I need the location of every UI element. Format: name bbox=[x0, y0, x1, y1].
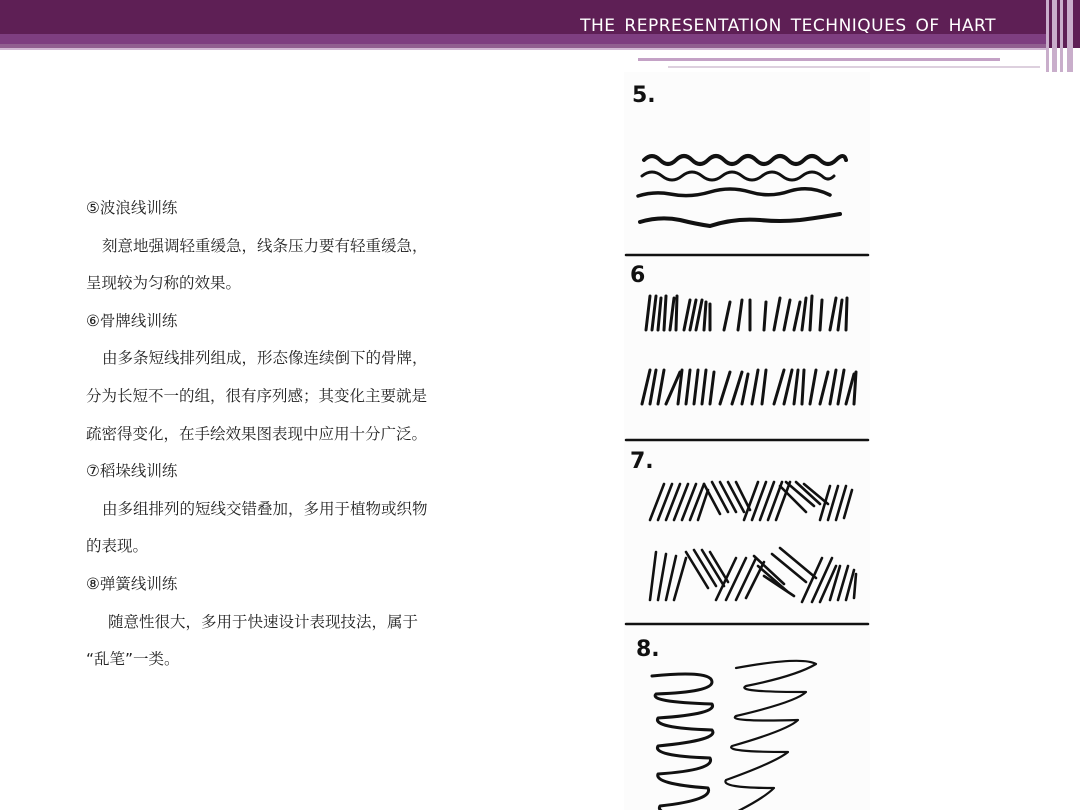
domino-row-1 bbox=[646, 296, 847, 330]
slide-title: THE REPRESENTATION TECHNIQUES OF HART bbox=[580, 16, 996, 36]
wave-line bbox=[644, 156, 846, 164]
paragraph-line: 的表现。 bbox=[86, 537, 149, 556]
wave-line bbox=[642, 172, 834, 180]
sketch-label-8: 8. bbox=[636, 637, 660, 662]
body-text bbox=[86, 190, 526, 679]
paragraph-line: 疏密得变化，在手绘效果图表现中应用十分广泛。 bbox=[86, 424, 428, 443]
hatch-row-1 bbox=[650, 482, 852, 520]
paragraph-line: “乱笔”一类。 bbox=[86, 650, 180, 669]
paragraph-line: 呈现较为匀称的效果。 bbox=[86, 274, 242, 293]
paragraph-line: 分为长短不一的组，很有序列感；其变化主要就是 bbox=[86, 386, 428, 405]
hatch-row-2 bbox=[650, 548, 856, 602]
paragraph-line: 刻意地强调轻重缓急，线条压力要有轻重缓急， bbox=[102, 236, 428, 255]
header-rule bbox=[638, 58, 1000, 61]
paragraph-line: 由多条短线排列组成，形态像连续倒下的骨牌， bbox=[102, 349, 428, 368]
spring-line bbox=[652, 674, 713, 810]
heading-domino-line: ⑥骨牌线训练 bbox=[86, 311, 178, 330]
domino-row-2 bbox=[642, 370, 856, 404]
header-rule-light bbox=[668, 66, 1040, 68]
wave-line bbox=[640, 214, 840, 226]
heading-stack-line: ⑦稻垛线训练 bbox=[86, 462, 178, 481]
header-stripe-light bbox=[0, 44, 1048, 50]
sketch-drawing bbox=[624, 72, 870, 810]
sketch-image bbox=[624, 72, 870, 810]
paragraph-line: 随意性很大，多用于快速设计表现技法，属于 bbox=[108, 612, 419, 631]
wave-line bbox=[638, 189, 830, 196]
heading-spring-line: ⑧弹簧线训练 bbox=[86, 574, 178, 593]
sketch-label-5: 5. bbox=[632, 83, 656, 108]
header-vertical-bars bbox=[1042, 0, 1080, 72]
sketch-label-6: 6 bbox=[630, 263, 646, 288]
sketch-label-7: 7. bbox=[630, 449, 654, 474]
heading-wave-line: ⑤波浪线训练 bbox=[86, 199, 178, 217]
paragraph-line: 由多组排列的短线交错叠加，多用于植物或织物 bbox=[102, 499, 428, 518]
spring-line bbox=[724, 661, 816, 810]
